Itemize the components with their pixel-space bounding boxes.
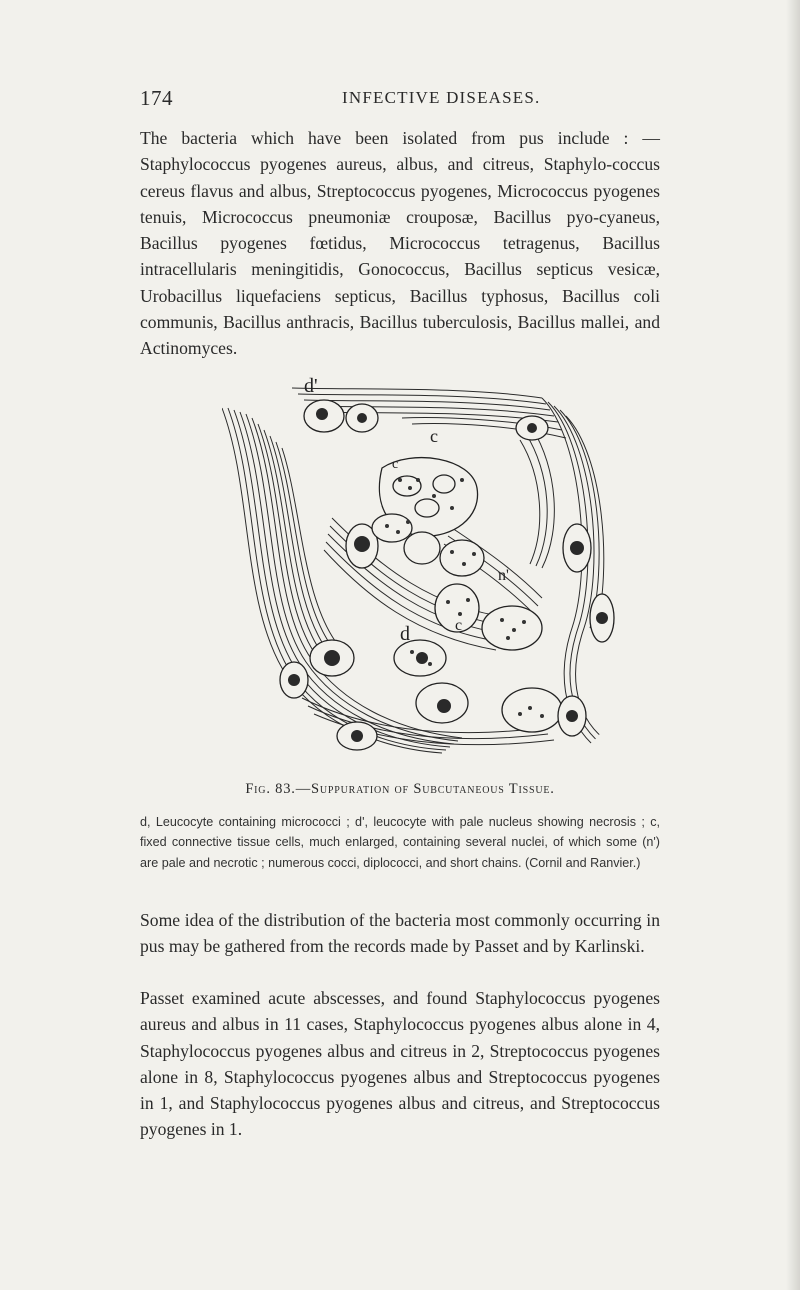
tissue-engraving xyxy=(212,368,622,768)
paragraph-bacteria-list: The bacteria which have been isolated from pus include : — Staphylococcus pyogenes aureus, albus, and citreus, Staphylo-coccus cereus flavus and albus, Streptococcus pyogenes, Micrococcus pyogenes tenuis, Micrococcus pneumoniæ crouposæ, Bacillus pyo-cyaneus, Bacillus pyogenes fœtidus, Micrococcus tetragenus, Bacillus intracellularis meningitidis, Gonococcus, Bacillus septicus vesicæ, Urobacillus liquefaciens septicus, Bacillus typhosus, Bacillus coli communis, Bacillus anthracis, Bacillus tuberculosis, Bacillus mallei, and Actinomyces. xyxy=(140,128,660,359)
label-c-top: c xyxy=(430,426,438,446)
paragraph-distribution: Some idea of the distribution of the bacteria most commonly occurring in pus may be gathered from the records made by Passet and by Karlinski. xyxy=(140,910,660,957)
paragraph-passet: Passet examined acute abscesses, and found Staphylococcus pyogenes aureus and albus in 11 cases, Staphylococcus pyogenes albus alone in 4, Staphylococcus pyogenes albus and citreus in 2, Streptococcus pyogenes alone in 8, Staphylococcus pyogenes albus and Streptococcus pyogenes in 1, and Staphylococcus pyogenes albus and citreus, and Streptococcus pyogenes in 1. xyxy=(140,988,660,1140)
page-number: 174 xyxy=(140,86,173,110)
page-header xyxy=(140,86,660,116)
figure-illustration xyxy=(212,368,622,768)
label-d-prime: d' xyxy=(304,375,318,397)
running-head: INFECTIVE DISEASES. xyxy=(342,88,541,107)
figure-caption-title: Fig. 83.—Suppuration of Subcutaneous Tissue. xyxy=(245,781,555,797)
label-d: d xyxy=(400,623,410,645)
page-edge-shadow xyxy=(786,0,800,1290)
label-n-prime: n' xyxy=(498,567,509,584)
label-c-mid: c xyxy=(392,457,399,472)
figure-caption-body: d, Leucocyte containing micrococci ; d', leucocyte with pale nucleus showing necrosis ; c, fixed connective tissue cells, much enlarged, containing several nuclei, of which some (n') are pale and necrotic ; numerous cocci, diplococci, and short chains. (Cornil and Ranvier.) xyxy=(140,815,660,870)
label-c-left: c xyxy=(455,617,463,634)
